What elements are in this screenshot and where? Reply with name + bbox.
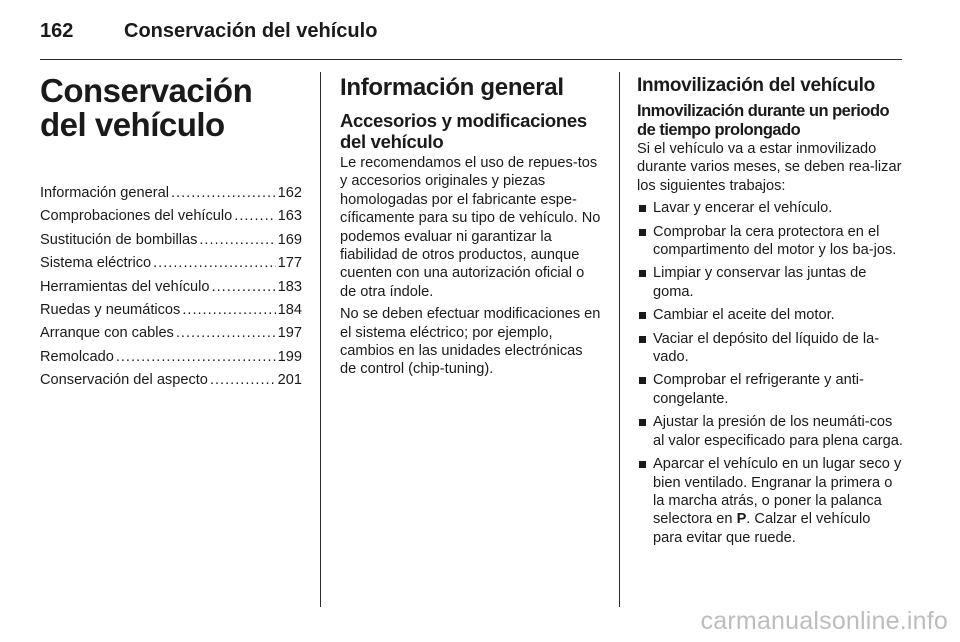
list-item <box>637 264 903 301</box>
chapter-contents-column <box>40 74 302 393</box>
toc-label: Ruedas y neumáticos <box>40 302 181 319</box>
storage-column <box>637 74 903 552</box>
toc-leader <box>153 252 276 275</box>
toc-item[interactable] <box>40 369 302 392</box>
toc-label: Remolcado <box>40 348 114 365</box>
list-item-text: Cambiar el aceite del motor. <box>653 307 835 324</box>
bullet-square-icon <box>639 270 646 277</box>
toc-label: Sistema eléctrico <box>40 255 152 272</box>
subsection-title: Inmovilización durante un periodo de tiempo prolongado <box>637 102 890 139</box>
table-of-contents <box>40 182 302 393</box>
list-item-text-start: Aparcar el vehículo en un lugar seco y bien ventilado. Engranar la primera o la marcha atrás, o poner la palanca selectora en <box>653 456 902 528</box>
list-item <box>637 223 903 260</box>
list-item <box>637 330 903 367</box>
toc-leader <box>234 205 275 228</box>
list-item-text: Vaciar el depósito del líquido de la-vado. <box>653 330 880 366</box>
page-number: 162 <box>40 20 74 42</box>
section-title: Información general <box>340 74 564 101</box>
column-divider-2 <box>619 72 620 607</box>
bullet-square-icon <box>639 461 646 468</box>
list-item-text: Ajustar la presión de los neumáti-cos al valor especificado para plena carga. <box>653 414 903 449</box>
paragraph: Le recomendamos el uso de repues-tos y accesorios originales y piezas homologadas por el fabricante espe-cíficamente para su tipo de vehículo. No podemos evaluar ni garantizar la fiabilidad de otros productos, aunque cuenten con una autorización oficial o de otra índole. <box>340 155 601 300</box>
list-item <box>637 371 903 408</box>
gear-selector-p: P <box>736 511 747 528</box>
toc-label: Conservación del aspecto <box>40 372 208 389</box>
list-item-text: Lavar y encerar el vehículo. <box>653 200 833 217</box>
list-item-text: Comprobar el refrigerante y anti-congelante. <box>653 372 864 407</box>
toc-item[interactable] <box>40 182 302 205</box>
header-rule <box>40 59 902 60</box>
watermark: carmanualsonline.info <box>700 607 948 635</box>
list-item <box>637 455 903 547</box>
toc-page: 184 <box>277 302 302 319</box>
toc-label: Sustitución de bombillas <box>40 231 198 248</box>
toc-page: 177 <box>277 255 302 272</box>
toc-label: Arranque con cables <box>40 325 174 342</box>
toc-page: 169 <box>277 231 302 248</box>
page-header <box>40 20 920 46</box>
toc-leader <box>212 276 276 299</box>
paragraph: No se deben efectuar modificaciones en el sistema eléctrico; por ejemplo, cambios en las unidades electrónicas de control (chip-tuning). <box>340 306 601 378</box>
list-item <box>637 413 903 450</box>
bullet-square-icon <box>639 377 646 384</box>
list-item <box>637 199 903 217</box>
task-list <box>637 199 903 547</box>
toc-leader <box>199 229 275 252</box>
list-item-text: Limpiar y conservar las juntas de goma. <box>653 265 867 300</box>
toc-item[interactable] <box>40 346 302 369</box>
column-divider-1 <box>320 72 321 607</box>
toc-leader <box>182 299 275 322</box>
list-item-text: Comprobar la cera protectora en el compartimento del motor y los ba-jos. <box>653 223 897 259</box>
toc-page: 183 <box>277 278 302 295</box>
toc-item[interactable] <box>40 276 302 299</box>
toc-item[interactable] <box>40 299 302 322</box>
general-info-column <box>340 74 602 383</box>
toc-label: Herramientas del vehículo <box>40 278 210 295</box>
toc-leader <box>116 346 276 369</box>
chapter-title: Conservación del vehículo <box>40 72 253 143</box>
toc-page: 163 <box>277 208 302 225</box>
header-title: Conservación del vehículo <box>124 20 378 42</box>
toc-item[interactable] <box>40 205 302 228</box>
bullet-square-icon <box>639 336 646 343</box>
bullet-square-icon <box>639 312 646 319</box>
toc-page: 162 <box>277 185 302 201</box>
toc-page: 197 <box>277 325 302 342</box>
toc-page: 201 <box>277 372 302 389</box>
toc-leader <box>210 369 276 392</box>
toc-item[interactable] <box>40 322 302 345</box>
bullet-square-icon <box>639 419 646 426</box>
section-title: Inmovilización del vehículo <box>637 75 875 96</box>
toc-label: Comprobaciones del vehículo <box>40 208 233 225</box>
toc-item[interactable] <box>40 229 302 252</box>
bullet-square-icon <box>639 229 646 236</box>
toc-leader <box>176 322 276 345</box>
toc-label: Información general <box>40 185 169 201</box>
subsection-title: Accesorios y modificaciones del vehículo <box>340 110 587 152</box>
toc-item[interactable] <box>40 252 302 275</box>
bullet-square-icon <box>639 205 646 212</box>
list-item <box>637 306 903 324</box>
list-item-text-end: . Calzar el vehículo para evitar que ruede. <box>653 511 871 546</box>
intro-paragraph: Si el vehículo va a estar inmovilizado durante varios meses, se deben rea-lizar los siguientes trabajos: <box>637 141 902 194</box>
toc-leader <box>171 182 276 205</box>
toc-page: 199 <box>277 348 302 365</box>
